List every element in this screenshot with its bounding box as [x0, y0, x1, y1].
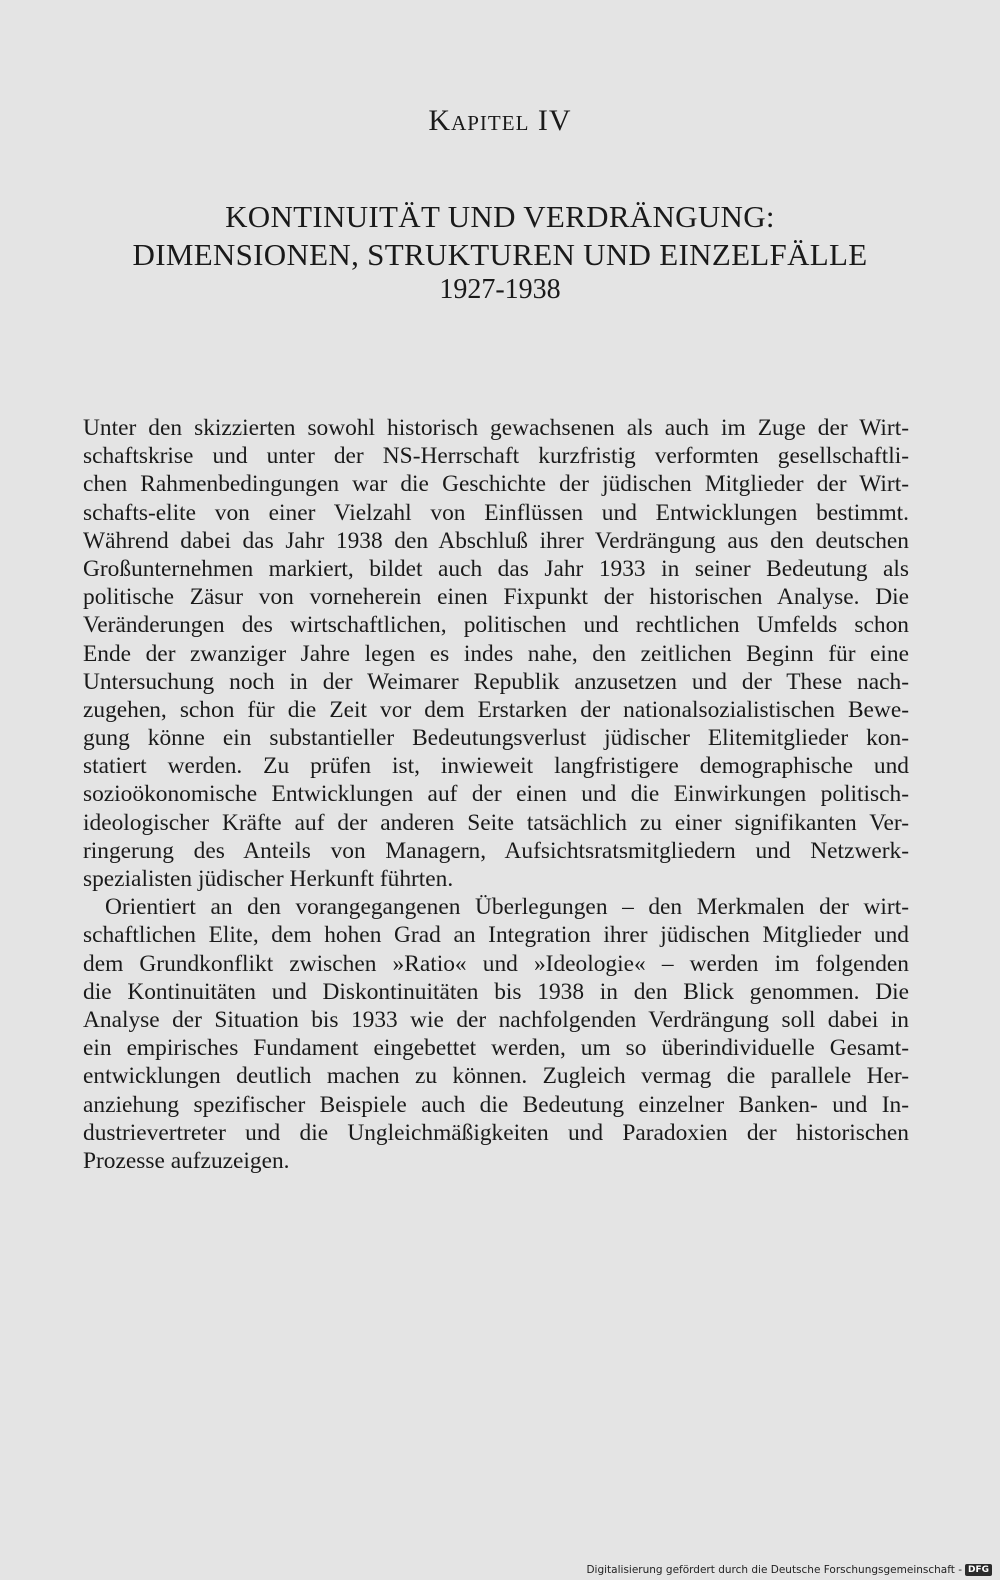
text-line: Prozesse aufzuzeigen.	[83, 1147, 290, 1174]
text-line: statiert werden. Zu prüfen ist, inwieweit langfristigere demographische und	[83, 753, 909, 780]
text-line: ideologischer Kräfte auf der anderen Seite tatsächlich zu einer signifikanten Ver-	[83, 809, 909, 836]
text-line: ein empirisches Fundament eingebettet werden, um so überindividuelle Gesamt-	[83, 1035, 909, 1062]
text-line: spezialisten jüdischer Herkunft führten.	[83, 866, 454, 892]
chapter-title-line: DIMENSIONEN, STRUKTUREN UND EINZELFÄLLE	[132, 237, 868, 272]
chapter-title-line: KONTINUITÄT UND VERDRÄNGUNG:	[225, 199, 775, 234]
footer-text: Digitalisierung gefördert durch die Deutsche Forschungsgemeinschaft -	[586, 1564, 962, 1576]
text-line: dem Grundkonflikt zwischen »Ratio« und »Ideologie« – werden im folgenden	[83, 950, 909, 977]
digitization-footer	[586, 1564, 992, 1576]
text-line: sozioökonomische Entwicklungen auf der einen und die Einwirkungen politisch-	[83, 781, 909, 808]
text-line: ringerung des Anteils von Managern, Aufsichtsratsmitgliedern und Netzwerk-	[83, 837, 909, 864]
body-text	[83, 414, 909, 1175]
text-line: chen Rahmenbedingungen war die Geschichte der jüdischen Mitglieder der Wirt-	[83, 471, 909, 498]
chapter-label: Kapitel IV	[428, 104, 572, 137]
text-line: zugehen, schon für die Zeit vor dem Erstarken der nationalsozialistischen Bewe-	[83, 696, 909, 723]
text-line: die Kontinuitäten und Diskontinuitäten bis 1938 in den Blick genommen. Die	[83, 978, 909, 1005]
text-line: schafts-elite von einer Vielzahl von Einflüssen und Entwicklungen bestimmt.	[83, 499, 909, 526]
chapter-title	[40, 198, 960, 274]
paragraph	[83, 893, 909, 1175]
text-line: Großunternehmen markiert, bildet auch das Jahr 1933 in seiner Bedeutung als	[83, 555, 909, 582]
paragraph	[83, 414, 909, 893]
text-line: Während dabei das Jahr 1938 den Abschluß ihrer Verdrängung aus den deutschen	[83, 527, 909, 554]
text-line: Veränderungen des wirtschaftlichen, politischen und rechtlichen Umfelds schon	[83, 612, 909, 639]
text-line: Untersuchung noch in der Weimarer Republik anzusetzen und der These nach-	[83, 668, 909, 695]
text-line: schaftskrise und unter der NS-Herrschaft kurzfristig verformten gesellschaftli-	[83, 443, 909, 470]
text-line: anziehung spezifischer Beispiele auch die Bedeutung einzelner Banken- und In-	[83, 1091, 909, 1118]
chapter-years: 1927-1938	[439, 274, 561, 305]
text-line: entwicklungen deutlich machen zu können. Zugleich vermag die parallele Her-	[83, 1063, 909, 1090]
dfg-logo-icon: DFG	[965, 1564, 992, 1576]
text-line: dustrievertreter und die Ungleichmäßigkeiten und Paradoxien der historischen	[83, 1119, 909, 1146]
text-line: Ende der zwanziger Jahre legen es indes nahe, den zeitlichen Beginn für eine	[83, 640, 909, 667]
text-line: Orientiert an den vorangegangenen Überlegungen – den Merkmalen der wirt-	[105, 894, 909, 921]
text-line: schaftlichen Elite, dem hohen Grad an Integration ihrer jüdischen Mitglieder und	[83, 922, 909, 949]
text-line: Unter den skizzierten sowohl historisch gewachsenen als auch im Zuge der Wirt-	[83, 415, 909, 441]
text-line: gung könne ein substantieller Bedeutungsverlust jüdischer Elitemitglieder kon-	[83, 725, 909, 752]
text-line: Analyse der Situation bis 1933 wie der nachfolgenden Verdrängung soll dabei in	[83, 1006, 909, 1033]
text-line: politische Zäsur von vorneherein einen Fixpunkt der historischen Analyse. Die	[83, 584, 909, 611]
